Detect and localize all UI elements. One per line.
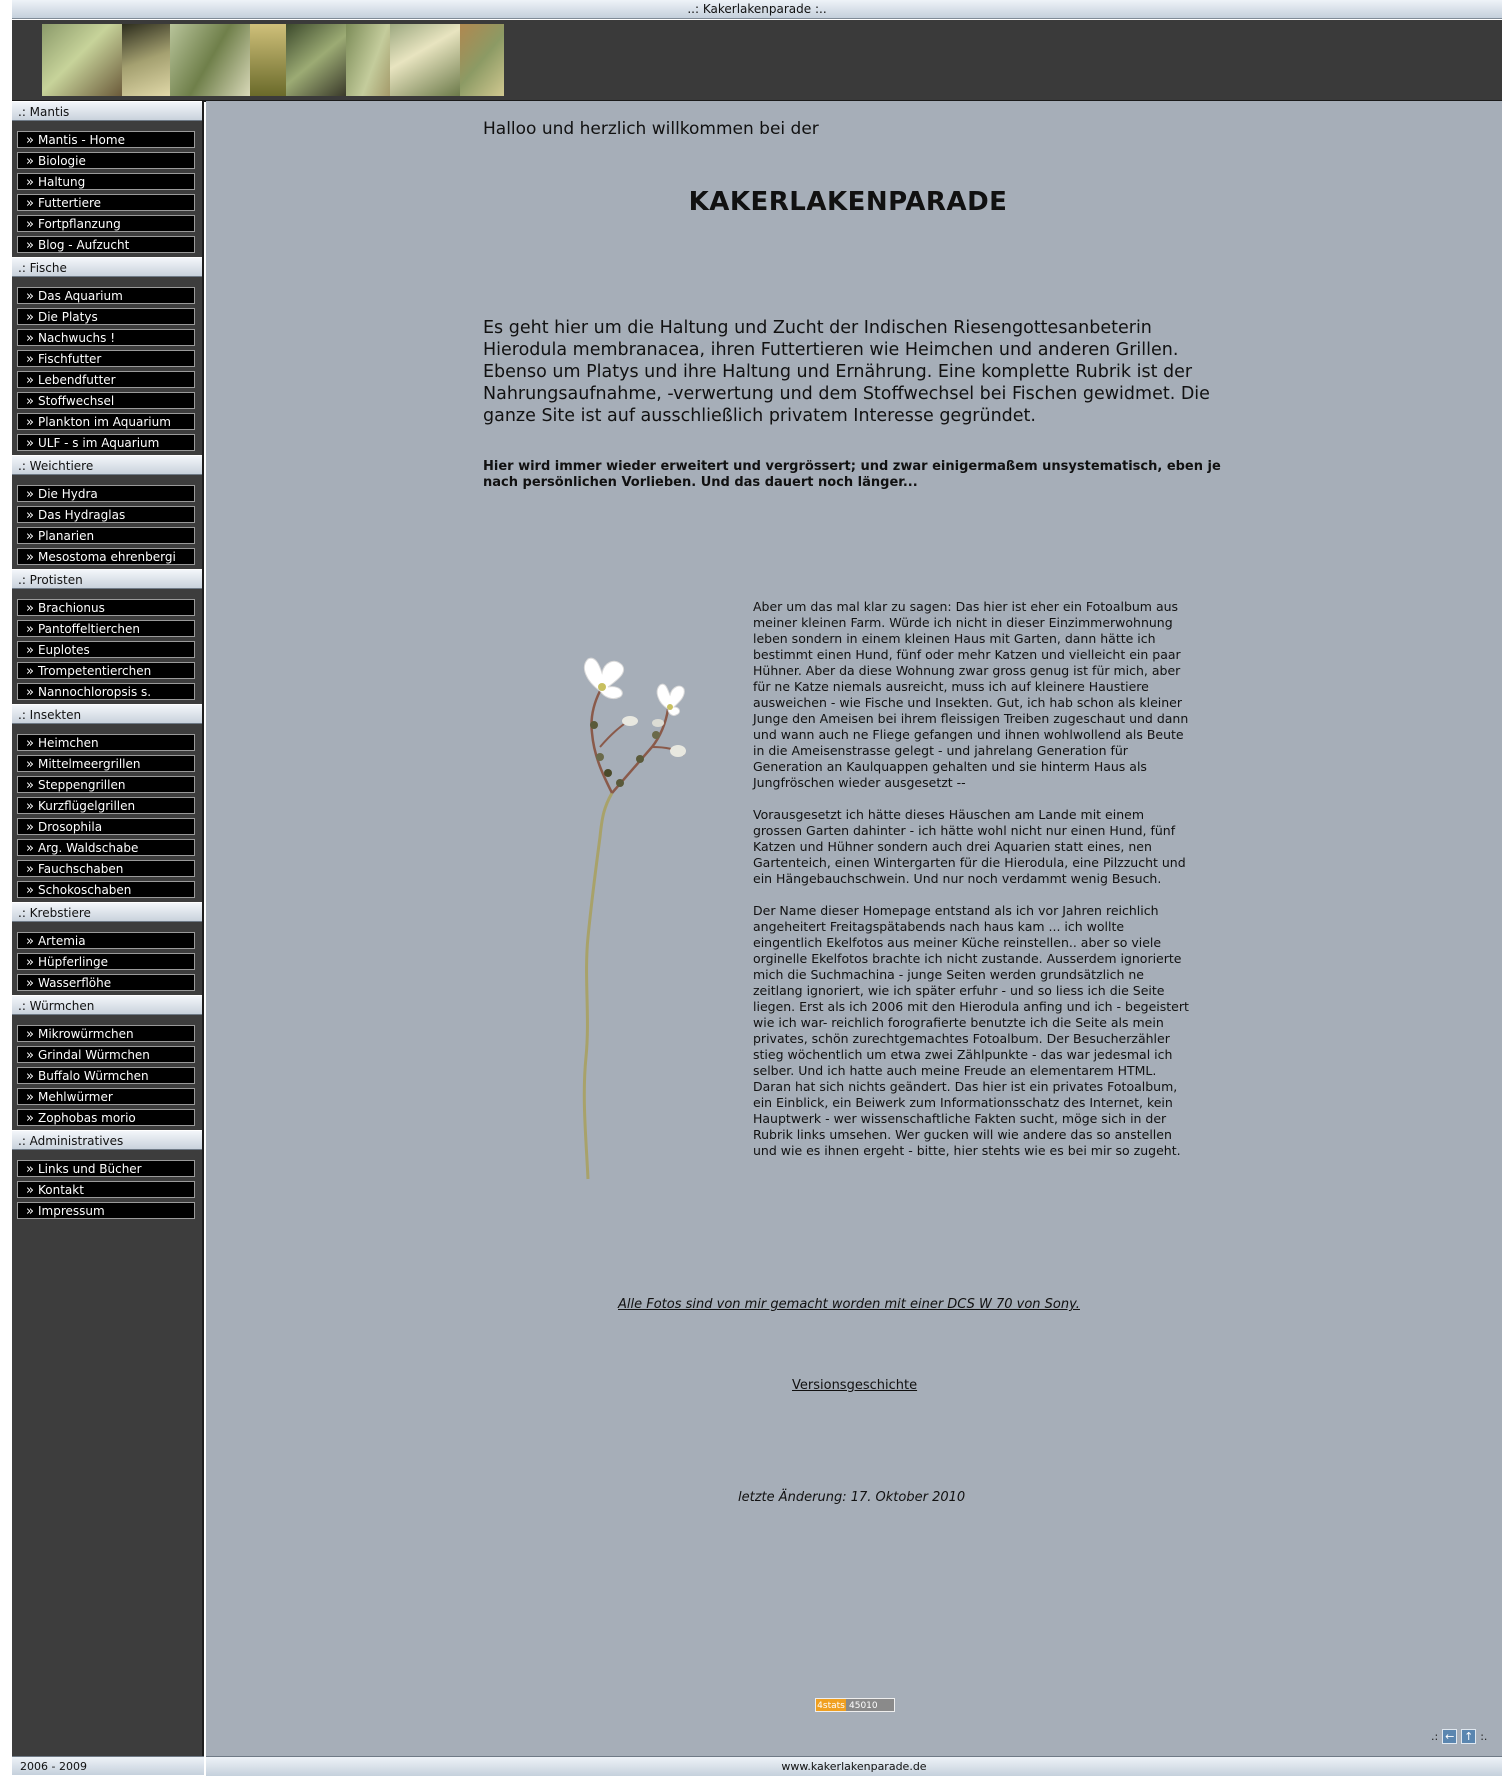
nav-item-fischfutter[interactable]: » Fischfutter — [17, 350, 195, 367]
section-header: .: Weichtiere — [12, 455, 202, 475]
nav-item-euplotes[interactable]: » Euplotes — [17, 641, 195, 658]
nav-item-plankton[interactable]: » Plankton im Aquarium — [17, 413, 195, 430]
banner-photo — [346, 24, 390, 96]
double-chevron-right-icon: » — [26, 415, 34, 430]
section-header: .: Administratives — [12, 1130, 202, 1150]
nav-item-mehlwuermer[interactable]: » Mehlwürmer — [17, 1088, 195, 1105]
nav-item-haltung[interactable]: » Haltung — [17, 173, 195, 190]
double-chevron-right-icon: » — [26, 820, 34, 835]
nav-item-grindal-wuermchen[interactable]: » Grindal Würmchen — [17, 1046, 195, 1063]
intro-paragraph: Es geht hier um die Haltung und Zucht der Indischen Riesengottesanbeterin Hierodula membranacea, ihren Futtertieren wie Heimchen und anderen Grillen. Ebenso um Platys und ihre Haltung und Ernährung. Eine komplette Rubrik ist der Nahrungsaufnahme, -verwertung und dem Stoffwechsel bei Fischen gewidmet. Die ganze Site ist auf ausschließlich privatem Interesse gegründet. — [483, 318, 1210, 426]
nav-section-mantis — [12, 101, 202, 253]
nav-item-mittelmeergrillen[interactable]: » Mittelmeergrillen — [17, 755, 195, 772]
counter-value: 45010 — [846, 1699, 894, 1711]
double-chevron-right-icon: » — [26, 310, 34, 325]
nav-item-steppengrillen[interactable]: » Steppengrillen — [17, 776, 195, 793]
last-modified-date: letzte Änderung: 17. Oktober 2010 — [738, 1490, 966, 1505]
section-header: .: Insekten — [12, 704, 202, 724]
nav-item-links-buecher[interactable]: » Links und Bücher — [17, 1160, 195, 1177]
story-paragraph: Der Name dieser Homepage entstand als ich vor Jahren reichlich angeheitert Freitagspätabends nach haus kam ... ich wollte eingentlich Ekelfotos aus meiner Küche reinstellen.. aber so viele orginelle Ekelfotos brachte ich nicht zustande. Ausserdem ignorierte mich die Suchmachina - junge Seiten werden grundsätzlich ne zeitlang ignoriert, wie ich später erfuhr - und so liess ich die Seite liegen. Erst als ich 2006 mit den Hierodula anfing und ich - begeistert wie ich war- reichlich forografierte benutzte ich die Seite als mein privates, schön zurechtgemachtes Fotoalbum. Der Besucherzähler stieg wöchentlich um etwa zwei Zählpunkte - das war jedesmal ich selber. Und ich hatte auch meine Freude an elementarem HTML. Daran hat sich nichts geändert. Das hier ist ein privates Fotoalbum, ein Einblick, ein Beiwerk zum Informationsschatz des Internet, kein Hauptwerk - wer wissenschaftliche Fakten sucht, möge sich in der Rubrik links umsehen. Wer gucken will wie andere das so anstellen und wie es ihnen ergeht - bitte, hier stehts wie es bei mir so zugeht. — [753, 903, 1189, 1158]
greeting-text: Halloo und herzlich willkommen bei der — [483, 119, 819, 139]
nav-section-krebstiere — [12, 902, 202, 991]
double-chevron-right-icon: » — [26, 133, 34, 148]
double-chevron-right-icon: » — [26, 550, 34, 565]
nav-item-trompetentierchen[interactable]: » Trompetentierchen — [17, 662, 195, 679]
nav-item-stoffwechsel[interactable]: » Stoffwechsel — [17, 392, 195, 409]
double-chevron-right-icon: » — [26, 757, 34, 772]
double-chevron-right-icon: » — [26, 955, 34, 970]
nav-item-planarien[interactable]: » Planarien — [17, 527, 195, 544]
flower-branch — [591, 691, 612, 793]
double-chevron-right-icon: » — [26, 373, 34, 388]
nav-item-mikrowuermchen[interactable]: » Mikrowürmchen — [17, 1025, 195, 1042]
note-paragraph: Hier wird immer wieder erweitert und vergrössert; und zwar einigermaßem unsystematisch, eben je nach persönlichen Vorlieben. Und das dauert noch länger... — [483, 459, 1221, 490]
banner-photo — [122, 24, 170, 96]
banner-photo — [170, 24, 250, 96]
double-chevron-right-icon: » — [26, 175, 34, 190]
section-header: .: Krebstiere — [12, 902, 202, 922]
nav-item-biologie[interactable]: » Biologie — [17, 152, 195, 169]
double-chevron-right-icon: » — [26, 841, 34, 856]
double-chevron-right-icon: » — [26, 1090, 34, 1105]
main-content — [206, 101, 1502, 1756]
flower-stem — [584, 793, 612, 1179]
arrow-up-icon[interactable]: ↑ — [1461, 1729, 1476, 1744]
version-history-link[interactable]: Versionsgeschichte — [792, 1378, 918, 1393]
double-chevron-right-icon: » — [26, 976, 34, 991]
nav-item-huepferlinge[interactable]: » Hüpferlinge — [17, 953, 195, 970]
sidebar-footer-years: 2006 - 2009 — [12, 1756, 204, 1775]
nav-item-arg-waldschabe[interactable]: » Arg. Waldschabe — [17, 839, 195, 856]
nav-item-artemia[interactable]: » Artemia — [17, 932, 195, 949]
section-header: .: Würmchen — [12, 995, 202, 1015]
nav-item-mesostoma[interactable]: » Mesostoma ehrenbergi — [17, 548, 195, 565]
double-chevron-right-icon: » — [26, 487, 34, 502]
mantis-photo-collage — [42, 24, 504, 96]
nav-item-drosophila[interactable]: » Drosophila — [17, 818, 195, 835]
story-paragraph: Vorausgesetzt ich hätte dieses Häuschen am Lande mit einem grossen Garten dahinter - ich hätte wohl nicht nur einen Hund, fünf Katzen und Hühner sondern auch drei Aquarien statt eines, nen Gartenteich, einen Wintergarten für die Hierodula, eine Pilzzucht und ein Hängebauchschwein. Und nur noch verdammt wenig Besuch. — [753, 807, 1186, 886]
nav-item-nannochloropsis[interactable]: » Nannochloropsis s. — [17, 683, 195, 700]
double-chevron-right-icon: » — [26, 778, 34, 793]
visitor-counter-badge[interactable] — [815, 1698, 895, 1712]
nav-item-buffalo-wuermchen[interactable]: » Buffalo Würmchen — [17, 1067, 195, 1084]
double-chevron-right-icon: » — [26, 1204, 34, 1219]
section-header: .: Protisten — [12, 569, 202, 589]
nav-item-lebendfutter[interactable]: » Lebendfutter — [17, 371, 195, 388]
nav-section-wuermchen — [12, 995, 202, 1126]
nav-item-zophobas[interactable]: » Zophobas morio — [17, 1109, 195, 1126]
window-title: ..: Kakerlakenparade :.. — [12, 0, 1502, 19]
double-chevron-right-icon: » — [26, 508, 34, 523]
double-chevron-right-icon: » — [26, 622, 34, 637]
nav-item-das-hydraglas[interactable]: » Das Hydraglas — [17, 506, 195, 523]
nav-item-mantis-home[interactable]: » Mantis - Home — [17, 131, 195, 148]
banner-photo — [460, 24, 504, 96]
flower-branch — [600, 721, 628, 747]
section-header: .: Fische — [12, 257, 202, 277]
header-banner — [12, 20, 1502, 102]
double-chevron-right-icon: » — [26, 238, 34, 253]
nav-item-kurzfluegelgrillen[interactable]: » Kurzflügelgrillen — [17, 797, 195, 814]
nav-item-fauchschaben[interactable]: » Fauchschaben — [17, 860, 195, 877]
nav-item-die-hydra[interactable]: » Die Hydra — [17, 485, 195, 502]
nav-item-das-aquarium[interactable]: » Das Aquarium — [17, 287, 195, 304]
nav-section-insekten — [12, 704, 202, 898]
double-chevron-right-icon: » — [26, 736, 34, 751]
nav-section-fische — [12, 257, 202, 451]
double-chevron-right-icon: » — [26, 1048, 34, 1063]
nav-item-wasserfloehe[interactable]: » Wasserflöhe — [17, 974, 195, 991]
double-chevron-right-icon: » — [26, 529, 34, 544]
double-chevron-right-icon: » — [26, 436, 34, 451]
nav-item-futtertiere[interactable]: » Futtertiere — [17, 194, 195, 211]
flower-image — [516, 637, 686, 1184]
double-chevron-right-icon: » — [26, 352, 34, 367]
nav-section-administratives — [12, 1130, 202, 1219]
story-text — [753, 599, 1193, 1175]
double-chevron-right-icon: » — [26, 1027, 34, 1042]
flower-blossom — [657, 684, 684, 715]
banner-photo — [250, 24, 286, 96]
page-title: KAKERLAKENPARADE — [688, 187, 1008, 217]
section-header: .: Mantis — [12, 101, 202, 121]
double-chevron-right-icon: » — [26, 883, 34, 898]
double-chevron-right-icon: » — [26, 601, 34, 616]
double-chevron-right-icon: » — [26, 217, 34, 232]
photo-credit-link[interactable]: Alle Fotos sind von mir gemacht worden mit einer DCS W 70 von Sony. — [618, 1297, 1080, 1312]
double-chevron-right-icon: » — [26, 394, 34, 409]
banner-photo — [286, 24, 346, 96]
double-chevron-right-icon: » — [26, 643, 34, 658]
sidebar — [12, 101, 204, 1756]
double-chevron-right-icon: » — [26, 1162, 34, 1177]
arrow-left-icon[interactable]: ← — [1442, 1729, 1457, 1744]
nav-item-blog-aufzucht[interactable]: » Blog - Aufzucht — [17, 236, 195, 253]
story-paragraph: Aber um das mal klar zu sagen: Das hier ist eher ein Fotoalbum aus meiner kleinen Farm. Würde ich nicht in dieser Einzimmerwohnung leben sondern in einem kleinen Haus mit Garten, dann hätte ich bestimmt einen Hund, fünf oder mehr Katzen und vielleicht ein paar Hühner. Aber da diese Wohnung zwar gross genug ist für mich, aber für ne Katze niemals ausreicht, muss ich auf kleinere Haustiere ausweichen - wie Fische und Insekten. Gut, ich hab schon als kleiner Junge den Ameisen bei ihrem fleissigen Treiben zugeschaut und dann und wann auch ne Fliege gefangen und ihnen wohlwollend als Beute in die Ameisenstrasse gelegt - und jahrelang Generation für Generation an Kaulquappen gehalten und sie hinterm Haus als Jungfröschen wieder ausgesetzt -- — [753, 599, 1189, 790]
nav-item-pantoffeltierchen[interactable]: » Pantoffeltierchen — [17, 620, 195, 637]
nav-item-schokoschaben[interactable]: » Schokoschaben — [17, 881, 195, 898]
double-chevron-right-icon: » — [26, 862, 34, 877]
banner-photo — [42, 24, 122, 96]
double-chevron-right-icon: » — [26, 289, 34, 304]
flower-blossom — [584, 658, 623, 698]
nav-item-nachwuchs[interactable]: » Nachwuchs ! — [17, 329, 195, 346]
nav-item-brachionus[interactable]: » Brachionus — [17, 599, 195, 616]
double-chevron-right-icon: » — [26, 1183, 34, 1198]
double-chevron-right-icon: » — [26, 1069, 34, 1084]
site-url-footer: www.kakerlakenparade.de — [206, 1756, 1502, 1776]
nav-item-ulf[interactable]: » ULF - s im Aquarium — [17, 434, 195, 451]
counter-label: 4stats — [817, 1701, 845, 1711]
double-chevron-right-icon: » — [26, 685, 34, 700]
double-chevron-right-icon: » — [26, 154, 34, 169]
double-chevron-right-icon: » — [26, 1111, 34, 1126]
nav-section-protisten — [12, 569, 202, 700]
nav-mark-right: :. — [1480, 1730, 1488, 1743]
nav-item-fortpflanzung[interactable]: » Fortpflanzung — [17, 215, 195, 232]
double-chevron-right-icon: » — [26, 196, 34, 211]
nav-item-heimchen[interactable]: » Heimchen — [17, 734, 195, 751]
nav-item-kontakt[interactable]: » Kontakt — [17, 1181, 195, 1198]
double-chevron-right-icon: » — [26, 664, 34, 679]
page-navigation — [1431, 1729, 1487, 1744]
nav-mark-left: .: — [1431, 1730, 1439, 1743]
nav-item-impressum[interactable]: » Impressum — [17, 1202, 195, 1219]
nav-item-die-platys[interactable]: » Die Platys — [17, 308, 195, 325]
double-chevron-right-icon: » — [26, 331, 34, 346]
double-chevron-right-icon: » — [26, 934, 34, 949]
banner-photo — [390, 24, 460, 96]
nav-section-weichtiere — [12, 455, 202, 565]
double-chevron-right-icon: » — [26, 799, 34, 814]
